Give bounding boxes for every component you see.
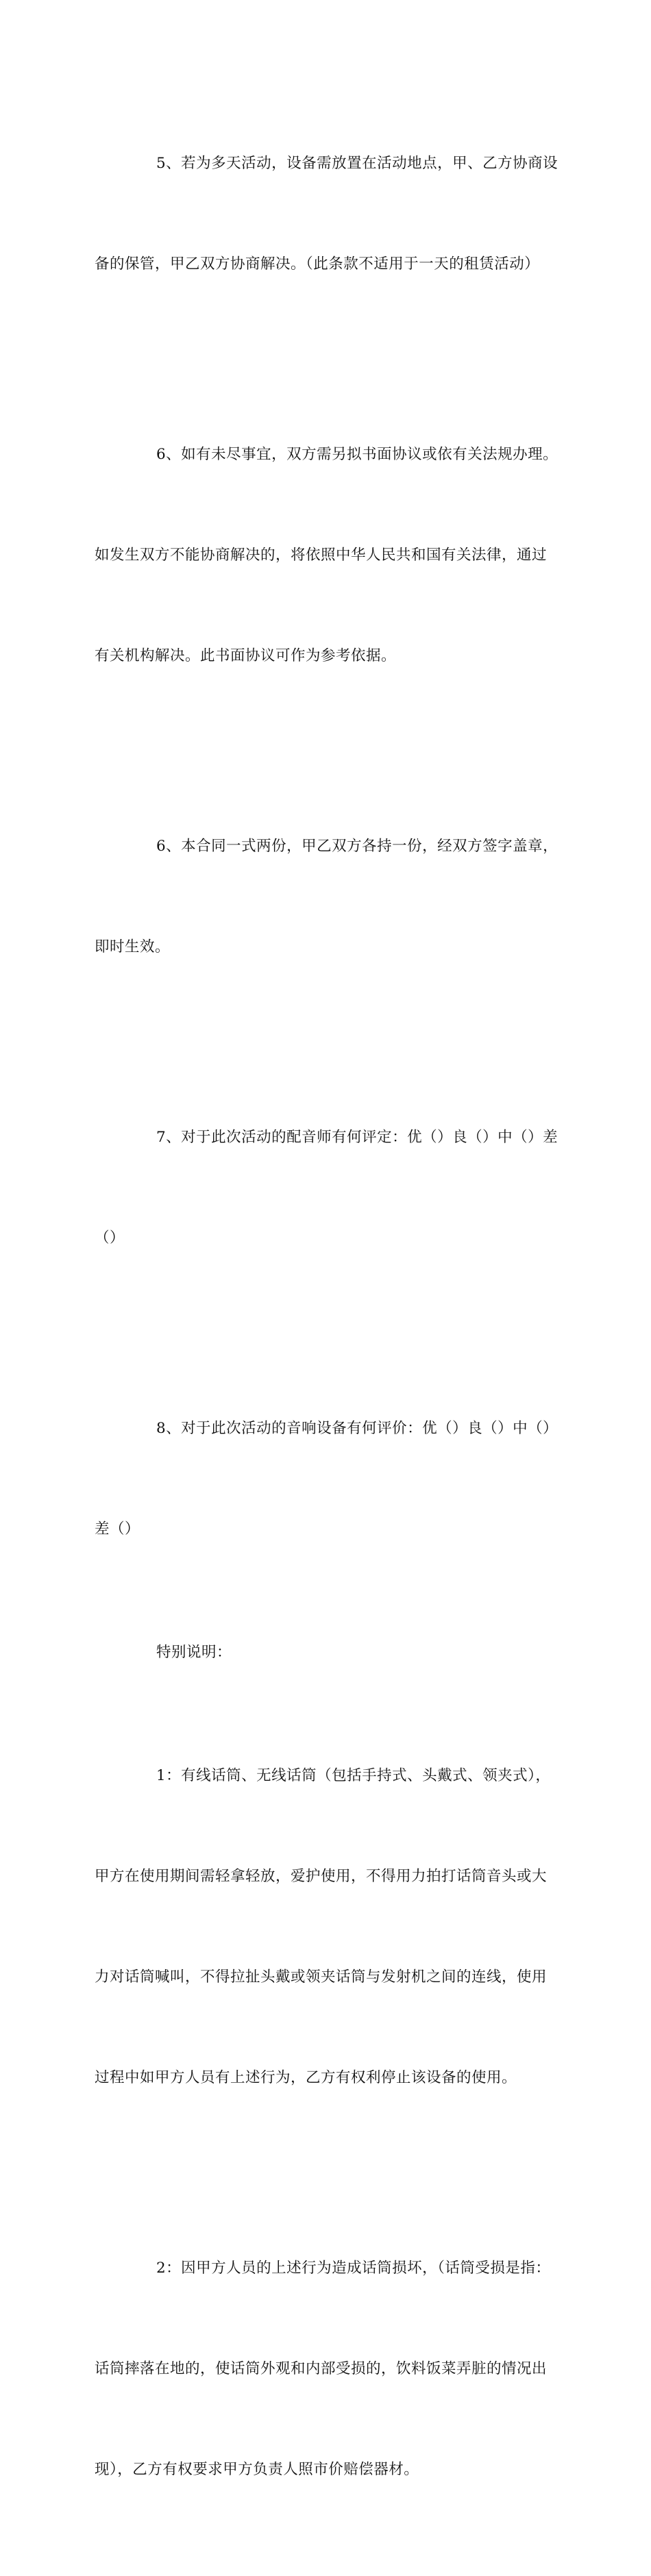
special-note-1-line-2: 甲方在使用期间需轻拿轻放，爱护使用，不得用力拍打话筒音头或大 xyxy=(95,1868,548,1885)
document-page xyxy=(95,79,567,2576)
clause-7-line-2: （） xyxy=(95,1229,125,1247)
special-note-2-line-2: 话筒摔落在地的，使话筒外观和内部受损的，饮料饭菜弄脏的情况出 xyxy=(95,2360,548,2377)
special-note-1-line-3: 力对话筒喊叫，不得拉扯头戴或领夹话筒与发射机之间的连线，使用 xyxy=(95,1968,548,1986)
special-note-1 xyxy=(95,1692,567,2162)
clause-8-line-2: 差（） xyxy=(95,1521,140,1538)
special-note-2-line-1: 2：因甲方人员的上述行为造成话筒损坏，（话筒受损是指： xyxy=(156,2260,551,2277)
clause-8-rating xyxy=(95,1345,567,1613)
special-notes-heading: 特别说明： xyxy=(156,1644,232,1661)
special-note-2-line-3: 现），乙方有权要求甲方负责人照市价赔偿器材。 xyxy=(95,2461,419,2478)
clause-5-line-2: 备的保管，甲乙双方协商解决。（此条款不适用于一天的租赁活动） xyxy=(95,255,540,273)
clause-7-rating xyxy=(95,1053,567,1322)
special-note-2 xyxy=(95,2184,567,2553)
clause-7-line-1: 7、对于此次活动的配音师有何评定：优（）良（）中（）差 xyxy=(156,1129,558,1146)
special-note-1-line-4: 过程中如甲方人员有上述行为，乙方有权利停止该设备的使用。 xyxy=(95,2069,517,2086)
clause-8-line-1: 8、对于此次活动的音响设备有何评价：优（）良（）中（） xyxy=(156,1420,558,1437)
special-note-1-line-1: 1：有线话筒、无线话筒（包括手持式、头戴式、领夹式）， xyxy=(156,1767,551,1784)
clause-6a-line-1: 6、如有未尽事宜，双方需另拟书面协议或依有关法规办理。 xyxy=(156,446,558,463)
clause-6b-line-2: 即时生效。 xyxy=(95,938,171,955)
clause-6-supplementary xyxy=(95,371,567,740)
clause-6b-line-1: 6、本合同一式两份，甲乙双方各持一份，经双方签字盖章， xyxy=(156,838,558,855)
clause-6-copies xyxy=(95,762,567,1031)
clause-6a-line-2: 如发生双方不能协商解决的，将依照中华人民共和国有关法律，通过 xyxy=(95,547,548,564)
clause-6a-line-3: 有关机构解决。此书面协议可作为参考依据。 xyxy=(95,647,397,664)
clause-5-line-1: 5、若为多天活动，设备需放置在活动地点，甲、乙方协商设 xyxy=(156,155,558,172)
clause-5 xyxy=(95,79,567,348)
